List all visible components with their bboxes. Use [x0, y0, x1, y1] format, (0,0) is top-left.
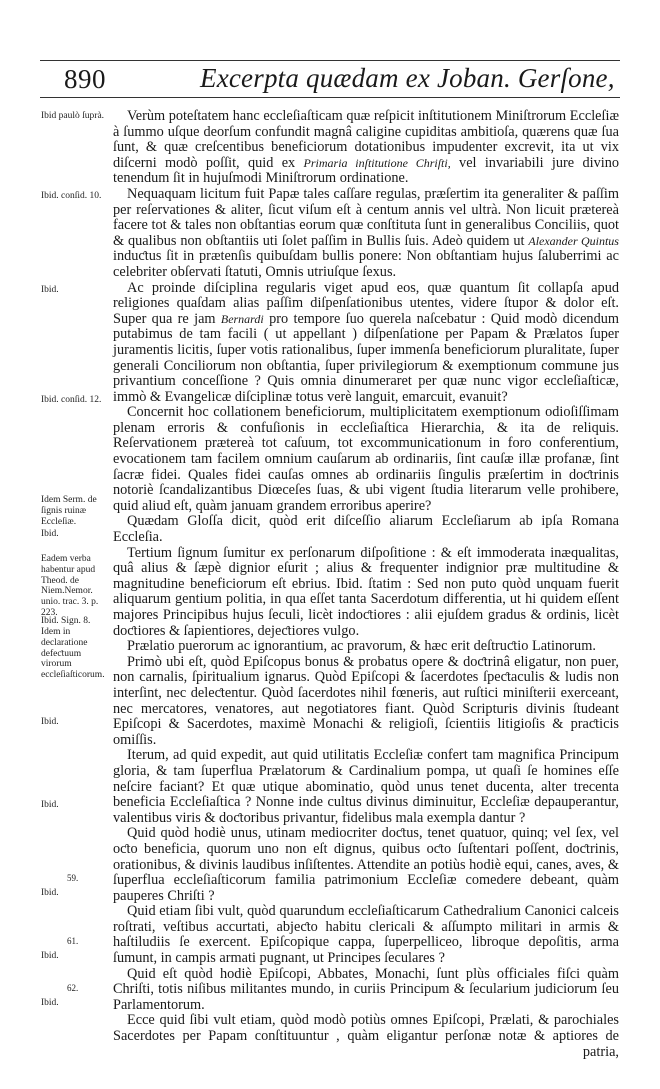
- body-text: [113, 109, 619, 1060]
- paragraph: Iterum, ad quid expedit, aut quid utilitatis Eccleſiæ confert tam magnifica Principum gloria, & tam ſuperflua Prælatorum & Cardinalium pompa, ut quaſi ſe homines eſſe neſcire faciant? Et quæ utique abominatio, quòd unus tenet ducenta, alter trecenta beneficia Eccleſiaſtica ? Nonne inde cultus divinus diminuitur, Eccleſiæ depauperantur, valentibus viris & doƈtoribus privantur, fidelibus mala exempla dantur ?: [113, 747, 619, 826]
- note-text: Ibid.: [41, 997, 59, 1008]
- catchword: patria,: [582, 1043, 619, 1060]
- page-number: 890: [64, 64, 106, 94]
- margin-note: Ibid.: [41, 800, 59, 810]
- paragraph: Quædam Gloſſa dicit, quòd erit diſceſſio aliarum Eccleſiarum ab ipſa Romana Eccleſia.: [113, 513, 619, 546]
- margin-note: Ibid.: [41, 717, 59, 727]
- margin-note: Ibid. conſid. 10.: [41, 191, 102, 201]
- margin-note: [41, 873, 113, 899]
- margin-note: [41, 936, 113, 962]
- header-rule-bottom: [40, 97, 620, 98]
- paragraph: Nequaquam licitum fuit Papæ tales caſſare regulas, præſertim ita generaliter & paſſim per reſervationes & aliter, ſicut viſum eſt à centum annis vel ultrà. Non licuit prætereà facere tot & tales non obſtantias eorum quæ conſtituta ſunt in generalibus Conciliis, quot & qualibus non obſtantiis uti ſolet paſſim in Bullis ſuis. Adeò quidem ut Alexander Quintus induƈtus ſit in prætenſis quibuſdam bullis ponere: Non obſtantiam hujus ſaluberrimi ac celebriter obſervati ſtatuti, Omnis utriuſque ſexus.: [113, 185, 619, 280]
- running-title: Excerpta quædam ex Joban. Gerſone,: [200, 63, 615, 93]
- margin-note: Eadem verba habentur apud Theod. de Niem.Nemor. unio. trac. 3. p. 223.: [41, 554, 99, 618]
- margin-note: Ibid paulò ſuprà.: [41, 111, 105, 121]
- paragraph: Prælatio puerorum ac ignorantium, ac pravorum, & hæc erit deſtruƈtio Latinorum.: [127, 638, 596, 655]
- margin-note: Ibid.: [41, 285, 59, 295]
- paragraph: Ac proinde diſciplina regularis viget apud eos, quæ quantum ſit collapſa apud religiones quaſdam alias paſſim diſpenſationibus utentes, videre ſtupor & dolor eſt. Super qua re jam Bernardi pro tempore ſuo querela naſcebatur : Quid modò dicendum putabimus de tam facili ( ut appellant ) diſpenſatione per Papam & Prælatos ſuper juramentis licitis, ſuper votis rationalibus, ſuper immenſa beneficiorum pluralitate, ſuper generali Conciliorum non obſtantia, ſuper privilegiorum & exemptionum commune jus privantium conceſſione ? Quis omnia dinumeraret per quæ nunc vigor eccleſiaſticæ, immò & Evangelicæ diſciplinæ totus verè languit, emarcuit, evanuit?: [113, 279, 619, 405]
- margin-note: [41, 983, 113, 1009]
- paragraph: Quid quòd hodiè unus, utinam mediocriter doƈtus, tenet quatuor, quinq; vel ſex, vel oƈto beneficia, quorum uno non eſt dignus, quibus oƈto ſuſtentari poſſent, doƈtrinis, orationibus, & divinis laudibus inſiſtentes. Attendite an potiùs hodiè equi, canes, aves, & ſuperflua eccleſiaſticorum familia patrimonium Eccleſiæ comedere debeant, quàm pauperes Chriſti ?: [113, 825, 619, 904]
- paragraph: Quid eſt quòd hodiè Epiſcopi, Abbates, Monachi, ſunt plùs officiales fiſci quàm Chriſti, totis niſibus militantes mundo, in curiis Principum & ſecularium judiciorum ſeu Parlamentorum.: [113, 965, 619, 1013]
- paragraph: Verùm poteſtatem hanc eccleſiaſticam quæ reſpicit inſtitutionem Miniſtrorum Eccleſiæ à ſummo uſque deorſum confundit magnâ caligine cupiditas ambitioſa, quærens quæ ſua ſunt, & quæ creſcentibus beneficiorum dotationibus impudenter excrevit, ita ut vix diſcerni modò poſſit, quid ex Primaria inſtitutione Chriſti, vel invariabili jure divino tenendum ſit in hujuſmodi Miniſtrorum ordinatione.: [113, 108, 619, 187]
- note-number: 59.: [67, 873, 79, 883]
- note-text: Ibid.: [41, 950, 59, 961]
- paragraph: Primò ubi eſt, quòd Epiſcopus bonus & probatus opere & doƈtrinâ eligatur, non puer, non carnalis, ſpiritualium ignarus. Quòd Epiſcopi & ſacerdotes ſpeƈtaculis & ludis non interſint, nec deleƈtentur. Quòd ſacerdotes nihil fœneris, aut ruſtici miniſterii exerceant, nec mercatores, venatores, aut negotiatores fiant. Quòd Scripturis divinis ſtudeant Epiſcopi & Sacerdotes, maximè Monachi & religioſi, ſcientiis litigioſis & praƈticis omiſſis.: [113, 653, 619, 748]
- paragraph: Ecce quid ſibi vult etiam, quòd modò potiùs omnes Epiſcopi, Prælati, & parochiales Sacerdotes per Papam conſtituuntur , quàm eligantur perſonæ notæ & aptiores de: [113, 1012, 619, 1045]
- note-text: Ibid.: [41, 887, 59, 898]
- header-rule-top: [40, 60, 620, 61]
- margin-note: Ibid. conſid. 12.: [41, 395, 102, 405]
- paragraph: Tertium ſignum ſumitur ex perſonarum diſpoſitione : & eſt immoderata inæqualitas, quâ alius & ſæpè dignior eſurit ; alius & frequenter indignior præ multitudine & magnitudine beneficiorum eſt ebrius. Ibid. ſtatim : Sed non puto quòd unquam fuerit aliquarum gentium politia, in qua eſſet tanta Sacerdotum differentia, ut hi quidem eſſent majores Principibus hujus ſeculi, licèt indoƈtiores : alii ejuſdem gradus & ordinis, licèt doƈtiores & ſapientiores, dejeƈtiores vulgo.: [113, 544, 619, 639]
- margin-note: Ibid. Sign. 8.: [41, 616, 91, 626]
- margin-note: Idem Serm. de ſignis ruinæ Eccleſiæ.: [41, 495, 97, 527]
- note-number: 61.: [67, 936, 79, 946]
- margin-note: Ibid.: [41, 529, 59, 539]
- paragraph: Quid etiam ſibi vult, quòd quarundum eccleſiaſticarum Cathedralium Canonici calceis roſtrati, veſtibus accurtati, abjeƈto habitu clericali & aſſumpto militari in armis & haſtiludiis ſe exercent. Epiſcopique cappa, ſuperpelliceo, libroque depoſitis, arma ſumunt, in campis armati pugnant, ut Principes ſeculares ?: [113, 903, 619, 967]
- margin-note: Idem in declaratione defeƈtuum virorum eccleſiaſticorum.: [41, 627, 105, 681]
- paragraph: Concernit hoc collationem beneficiorum, multiplicitatem exemptionum odioſiſſimam plenam erroris & confuſionis in eccleſiaſtica Hierarchia, & ita de reliquis. Reſervationem prætereà tot caſuum, tot excommunicationum in foro conferentium, evocationem tam facilem omnium cauſarum ab ordinariis, ſint cauſæ illæ profanæ, ſint ſacræ fidei. Quales fidei cauſas omnes ab ordinariis ſingulis præſertim in doƈtrinis notoriè ſcandalizantibus Diœceſes ſuas, & ubi vigent ſtudia literarum velle prohibere, quid aliud eſt, quàm januam grandem erroribus aperire?: [113, 404, 619, 514]
- note-number: 62.: [67, 983, 79, 993]
